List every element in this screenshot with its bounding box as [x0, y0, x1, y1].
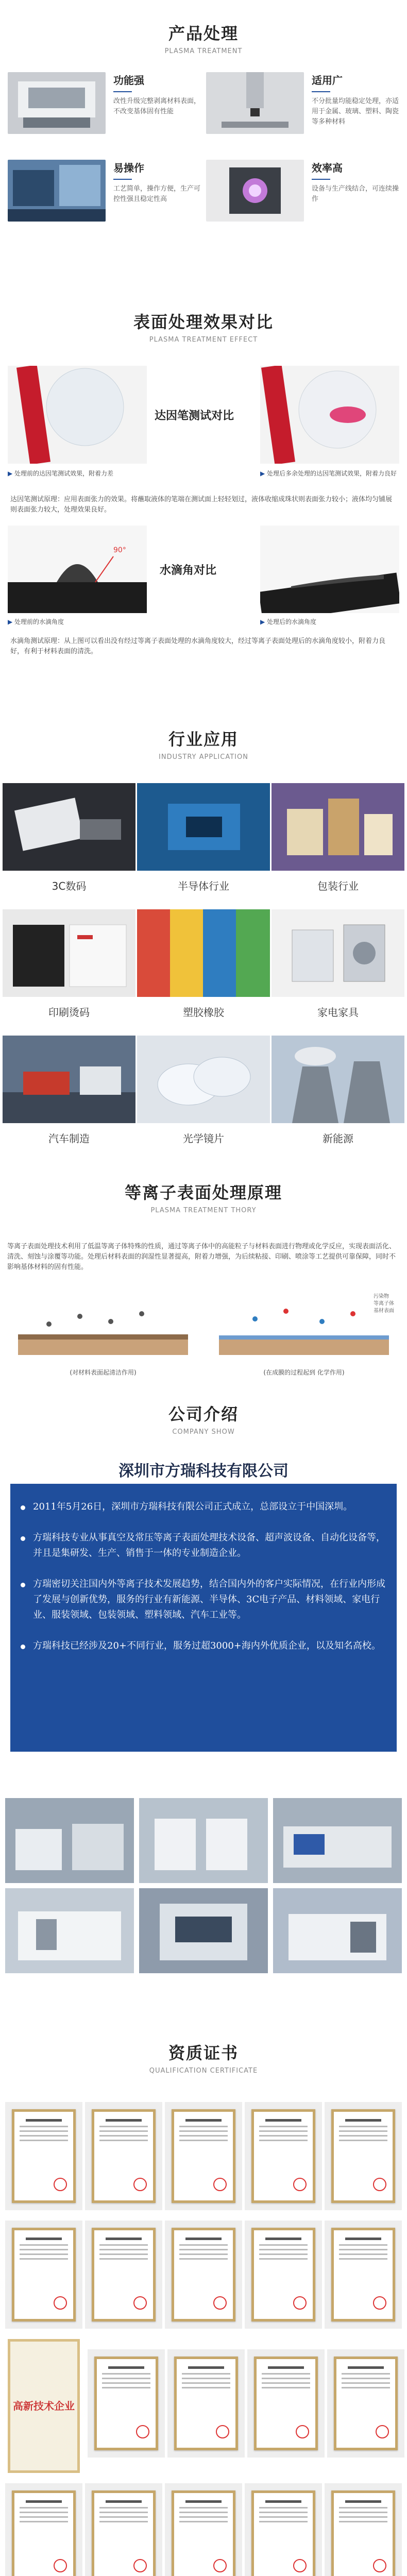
process-section: [0, 21, 407, 242]
process-item-wide: [206, 72, 402, 134]
certificate-image: [247, 2349, 325, 2458]
effect-title: 表面处理效果对比: [133, 312, 274, 332]
industry-label: 塑胶橡胶: [183, 1006, 224, 1019]
process-item-efficient: [206, 160, 402, 222]
process-item-title: 易操作: [113, 162, 144, 174]
certificate-paper: [12, 2490, 76, 2576]
factory-photo: [273, 1798, 402, 1883]
certificate-image: [325, 2221, 402, 2329]
industry-card: [137, 783, 270, 893]
pen-test-label: 达因笔测试对比: [155, 410, 234, 422]
theory-legend-item: 污染物: [374, 1294, 389, 1299]
effect-heading: [0, 309, 407, 344]
certificate-paper: [12, 2109, 76, 2203]
process-heading: [0, 21, 407, 55]
certificate-paper: [92, 2228, 156, 2321]
certificate-image: [5, 2483, 82, 2576]
theory-figure-clean: [8, 1293, 198, 1365]
industry-label: 光学镜片: [183, 1132, 224, 1145]
industry-card: [272, 783, 404, 893]
water-before-caption: ▶ 处理前的水滴角度: [8, 618, 64, 625]
high-tech-certificate: [8, 2339, 80, 2473]
industry-card: [3, 783, 135, 893]
industry-image-printing: [3, 909, 135, 997]
industry-label: 汽车制造: [48, 1132, 90, 1145]
certificate-image: [245, 2102, 322, 2210]
certificate-image: [165, 2221, 242, 2329]
certificate-paper: [251, 2490, 315, 2576]
process-line-image: [8, 160, 106, 222]
certificate-paper: [331, 2490, 395, 2576]
water-after-caption: ▶ 处理后的水滴角度: [260, 618, 317, 625]
factory-photo: [139, 1888, 268, 1973]
process-item-desc: 工艺简单，操作方便，生产可控性强且稳定性高: [113, 185, 201, 203]
pen-after-caption-text: 处理后多余处理的达因笔测试效果，附着力良好: [267, 470, 397, 477]
pen-test-description: 达因笔测试原理：应用表面张力的效果。将蘸取液体的笔端在测试面上轻轻划过，液体收缩成珠状则表面张力较小；液体均匀铺展则表面张力较大，处理效果良好。: [10, 496, 393, 514]
certificate-image: [325, 2483, 402, 2576]
certificate-paper: [174, 2357, 238, 2450]
theory-description: 等离子表面处理技术利用了低温等离子体特殊的性质，通过等离子体中的高能粒子与材料表面进行物理或化学反应，实现表面活化、清洗、刻蚀与涂覆等功能。处理后材料表面的润湿性显著提高，附着力增强，为后续粘接、印刷、喷涂等工艺提供可靠保障，同时不影响基体材料的固有性能。: [7, 1243, 396, 1271]
industry-label: 印刷烫码: [48, 1006, 90, 1019]
pen-before-caption: ▶ 处理前的达因笔测试效果，附着力差: [8, 470, 114, 477]
certificate-paper: [172, 2490, 235, 2576]
process-text-wide: [312, 72, 404, 127]
process-subtitle: PLASMA TREATMENT: [164, 47, 243, 55]
certificate-paper: [254, 2357, 318, 2450]
theory-section: [0, 1180, 407, 1386]
effect-section: [0, 309, 407, 701]
water-angle-value: 90°: [113, 546, 126, 554]
industry-card: [3, 909, 135, 1019]
certificate-subtitle: QUALIFICATION CERTIFICATE: [149, 2067, 258, 2075]
certificate-paper: [12, 2228, 76, 2321]
company-point: 方瑞科技已经涉及20+不同行业，服务过超3000+海内外优质企业，以及知名高校。: [21, 1638, 392, 1654]
process-nozzle-image: [206, 72, 304, 134]
company-point: 2011年5月26日，深圳市方瑞科技有限公司正式成立，总部设立于中国深圳。: [21, 1499, 392, 1515]
process-item-desc: 不分批量均能稳定处理，亦适用于金属、玻璃、塑料、陶瓷等多种材料: [312, 97, 399, 126]
certificate-image: [245, 2483, 322, 2576]
certificate-heading: [0, 2040, 407, 2075]
industry-image-packaging: [272, 783, 404, 871]
theory-legend: [374, 1293, 394, 1315]
industry-card: [137, 1036, 270, 1145]
factory-photo: [5, 1798, 134, 1883]
industry-label: 半导体行业: [178, 880, 229, 892]
water-before-caption-text: 处理前的水滴角度: [14, 618, 64, 625]
industry-image-semiconductor: [137, 783, 270, 871]
company-subtitle: COMPANY SHOW: [172, 1428, 235, 1436]
company-section: [0, 1401, 407, 2020]
process-item-easy: [8, 160, 204, 222]
pen-before-caption-text: 处理前的达因笔测试效果，附着力差: [14, 470, 114, 477]
theory-subtitle: PLASMA TREATMENT THORY: [150, 1207, 257, 1214]
industry-image-3c: [3, 783, 135, 871]
divider: [312, 179, 330, 180]
certificate-image: [325, 2102, 402, 2210]
factory-photo: [5, 1888, 134, 1973]
process-machine-image: [8, 72, 106, 134]
divider: [113, 91, 132, 92]
pen-before-photo: [8, 366, 147, 464]
theory-figure-film: [209, 1293, 399, 1365]
certificate-paper: [92, 2109, 156, 2203]
factory-photo: [139, 1798, 268, 1883]
water-angle-label: 水滴角对比: [160, 564, 217, 577]
industry-title: 行业应用: [168, 730, 239, 749]
industry-card: [3, 1036, 135, 1145]
water-after-photo: [260, 526, 399, 613]
certificate-image: [5, 2221, 82, 2329]
industry-section: [0, 711, 407, 1175]
process-item-title: 功能强: [113, 74, 144, 87]
certificate-image: [5, 2102, 82, 2210]
company-point: 方瑞科技专业从事真空及常压等离子表面处理技术设备、超声波设备、自动化设备等，并且是集研发、生产、销售于一体的专业制造企业。: [21, 1530, 392, 1561]
pen-after-caption: ▶ 处理后多余处理的达因笔测试效果，附着力良好: [260, 470, 397, 477]
process-text-efficient: [312, 160, 404, 205]
certificate-image: [85, 2102, 162, 2210]
theory-legend-item: 基材表面: [374, 1308, 394, 1314]
process-item-desc: 设备与生产线结合，可连续操作: [312, 185, 399, 203]
theory-title: 等离子表面处理原理: [124, 1183, 282, 1202]
company-name: 深圳市方瑞科技有限公司: [118, 1462, 289, 1480]
water-after-caption-text: 处理后的水滴角度: [267, 618, 317, 625]
industry-label: 新能源: [323, 1132, 353, 1145]
certificate-paper: [172, 2109, 235, 2203]
certificate-image: [167, 2349, 245, 2458]
industry-image-optical: [137, 1036, 270, 1123]
industry-heading: [0, 711, 407, 761]
certificate-image: [245, 2221, 322, 2329]
industry-card: [272, 909, 404, 1019]
industry-card: [272, 1036, 404, 1145]
process-text-easy: [113, 160, 206, 205]
industry-image-plastic: [137, 909, 270, 997]
certificate-image: [88, 2349, 165, 2458]
industry-image-newenergy: [272, 1036, 404, 1123]
certificate-paper: [172, 2228, 235, 2321]
company-title: 公司介绍: [168, 1404, 239, 1424]
process-text-strong: [113, 72, 206, 117]
certificate-paper: [334, 2357, 398, 2450]
pen-after-photo: [260, 366, 399, 464]
industry-card: [137, 909, 270, 1019]
industry-label: 包装行业: [317, 880, 359, 892]
certificate-image: [85, 2483, 162, 2576]
company-point: 方瑞密切关注国内外等离子技术发展趋势，结合国内外的客户实际情况，在行业内形成了发展与创新优势，服务的行业有新能源、半导体、3C电子产品、材料领域、家电行业、服装领域、包装领域、塑料领域、汽车工业等。: [21, 1577, 392, 1623]
effect-subtitle: PLASMA TREATMENT EFFECT: [149, 336, 258, 344]
high-tech-certificate-title: 高新技术企业: [13, 2400, 75, 2412]
theory-fig2-caption: (在成膜的过程起到 化学作用): [263, 1369, 345, 1376]
company-heading: [0, 1401, 407, 1436]
industry-image-appliance: [272, 909, 404, 997]
process-item-strong: [8, 72, 204, 134]
water-angle-description: 水滴角测试原理：从上图可以看出没有经过等离子表面处理的水滴角度较大，经过等离子表面处理后的水滴角度较小，附着力良好，有利于材料表面的清洗。: [10, 637, 386, 655]
divider: [312, 91, 330, 92]
process-item-title: 效率高: [312, 162, 343, 174]
certificate-paper: [331, 2228, 395, 2321]
certificate-image: [85, 2221, 162, 2329]
certificate-paper: [94, 2357, 158, 2450]
certificate-image: [165, 2483, 242, 2576]
theory-heading: [0, 1180, 407, 1214]
certificate-image: [165, 2102, 242, 2210]
process-title: 产品处理: [168, 24, 239, 43]
process-item-desc: 改性升级完整剥离材料表面，不改变基体固有性能: [113, 97, 201, 115]
certificate-title: 资质证书: [168, 2043, 239, 2063]
industry-label: 家电家具: [317, 1006, 359, 1019]
certificate-paper: [251, 2109, 315, 2203]
process-plasma-image: [206, 160, 304, 222]
certificate-paper: [251, 2228, 315, 2321]
certificate-section: [0, 2040, 407, 2576]
theory-fig1-caption: (对材料表面起清洁作用): [70, 1369, 137, 1376]
certificate-paper: [331, 2109, 395, 2203]
water-before-photo: [8, 526, 147, 613]
industry-subtitle: INDUSTRY APPLICATION: [159, 753, 248, 761]
factory-photo: [273, 1888, 402, 1973]
divider: [113, 179, 132, 180]
certificate-image: [327, 2349, 404, 2458]
industry-label: 3C数码: [52, 880, 87, 892]
process-item-title: 适用广: [312, 74, 343, 87]
theory-legend-item: 等离子体: [374, 1301, 394, 1307]
company-points: [21, 1499, 392, 1669]
industry-image-auto: [3, 1036, 135, 1123]
certificate-paper: [92, 2490, 156, 2576]
